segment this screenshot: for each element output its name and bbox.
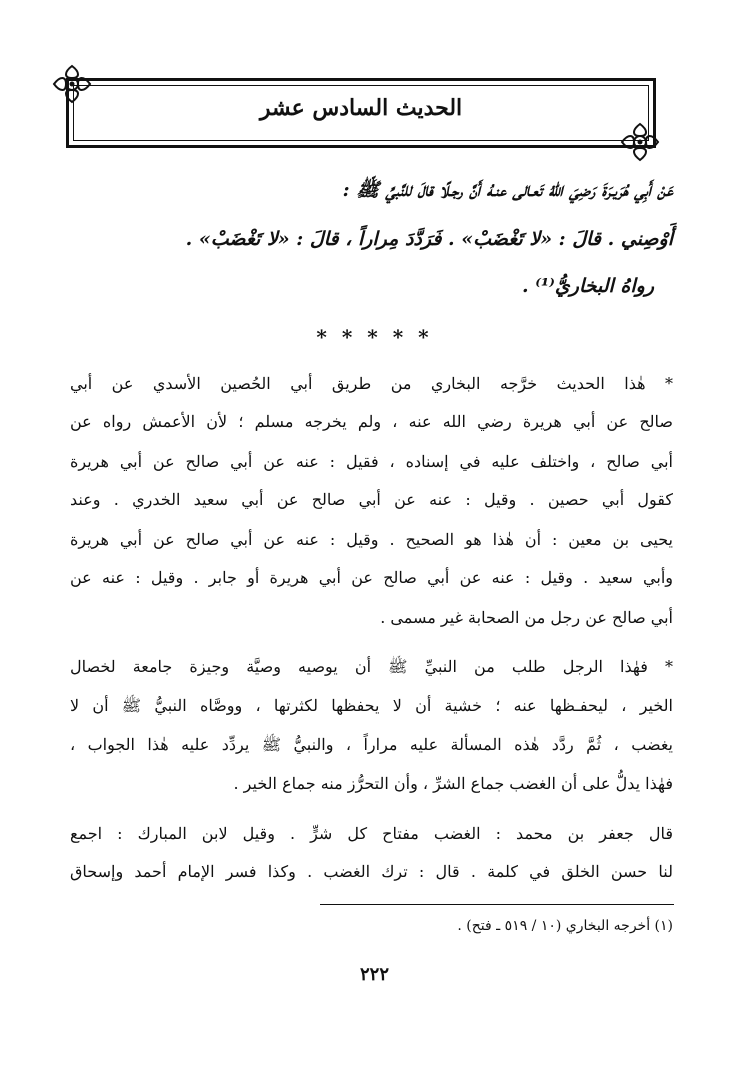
body-line: * فهٰذا الرجل طلب من النبيِّ ﷺ أن يوصيه وصيَّة وجيزة جامعة لخصال [70,657,673,676]
hadith-line: أَوْصِني . قالَ : «لا تَغْضَبْ» . فَرَدَّدَ مِراراً ، قالَ : «لا تَغْضَبْ» . [185,228,673,250]
hadith-attribution: رواهُ البخاريُّ⁽¹⁾ . [522,275,654,297]
floral-ornament-icon [50,62,94,106]
hadith-line: عَنْ أَبِي هُرَيـرَةَ رَضِيَ اللهُ تَعـالى عنـهُ أَنَّ رجـلًا قالَ للنَّبيِّ ﷺ : [342,179,673,201]
footnote-divider [320,904,674,905]
body-line: لنا حسن الخلق في كلمة . قال : ترك الغضب . وكذا فسر الإمام أحمد وإسحاق [70,862,673,881]
body-line: أبي صالح عن رجل من الصحابة غير مسمى . [380,608,673,627]
body-line: وأبي سعيد . وقيل : عنه عن أبي صالح عن أبي هريرة أو جابر . وقيل : عنه عن [70,568,673,587]
body-line: أبي صالح ، واختلف عليه في إسناده ، فقيل : عنه عن أبي صالح عن أبي هريرة [70,452,673,471]
page-title: الحديث السادس عشر [259,95,463,121]
body-line: الخير ، ليحفـظها عنه ؛ خشية أن لا يحفظها لكثرتها ، ووصَّاه النبيُّ ﷺ أن لا [70,696,673,715]
section-separator: * * * * * [316,325,433,349]
body-line: صالح عن أبي هريرة رضي الله عنه ، ولم يخرجه مسلم ؛ لأن الأعمش رواه عن [70,412,674,431]
body-line: قال جعفر بن محمد : الغضب مفتاح كل شرٍّ . وقيل لابن المبارك : اجمع [70,824,673,843]
body-line: * هٰذا الحديث خرَّجه البخاري من طريق أبي الحُصين الأسدي عن أبي [70,374,673,393]
page-number: ٢٢٢ [359,964,389,985]
title-frame [66,78,656,148]
body-line: يحيى بن معين : أن هٰذا هو الصحيح . وقيل : عنه عن أبي صالح عن أبي هريرة [70,530,673,549]
footnote: (١) أخرجه البخاري (١٠ / ٥١٩ ـ فتح) . [457,918,673,934]
floral-ornament-icon [618,120,662,164]
body-line: فهٰذا يدلُّ على أن الغضب جماع الشرِّ ، وأن التحرُّز منه جماع الخير . [233,774,673,793]
body-line: كقول أبي حصين . وقيل : عنه عن أبي صالح عن أبي سعيد الخدري . وعند [70,490,673,509]
body-line: يغضب ، ثُمَّ ردَّد هٰذه المسألة عليه مراراً ، والنبيُّ ﷺ يردِّد عليه هٰذا الجواب ، [70,735,674,754]
